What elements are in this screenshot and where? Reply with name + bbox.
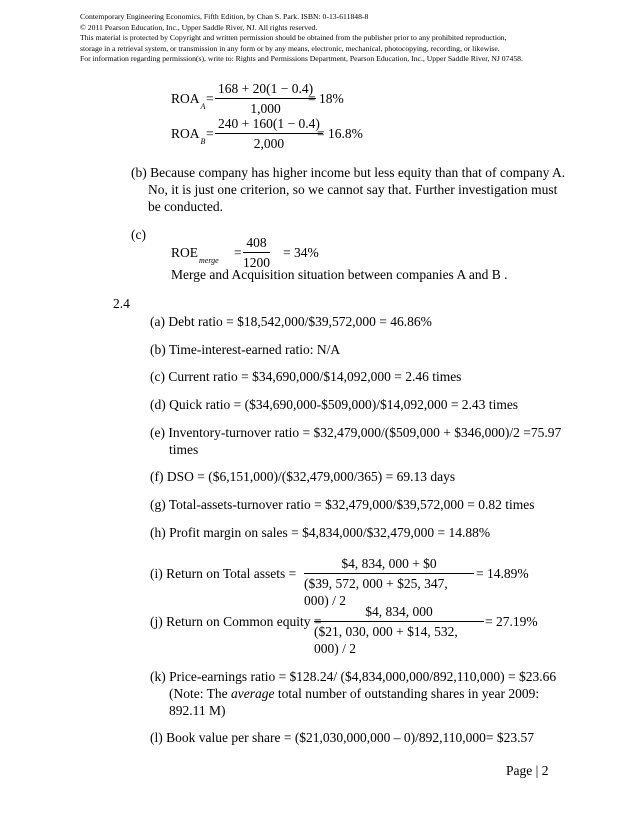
roe-numerator: 408 bbox=[243, 234, 269, 253]
item-e: (e) Inventory-turnover ratio = $32,479,000/($509,000 + $346,000)/2 =75.97 bbox=[150, 425, 562, 440]
part-b-line: be conducted. bbox=[148, 199, 223, 214]
item-l: (l) Book value per share = ($21,030,000,000 – 0)/892,110,000= $23.57 bbox=[150, 730, 535, 745]
roa-a-numerator: 168 + 20(1 − 0.4) bbox=[215, 80, 316, 99]
roa-b-label: $ROA_B$ bbox=[171, 126, 206, 146]
problem-number: 2.4 bbox=[113, 296, 130, 311]
item-k-note: (Note: The average total number of outstanding shares in year 2009: bbox=[169, 686, 540, 701]
header-line: storage in a retrieval system, or transmission in any form or by any means, electronic, mechanical, photocopying, recording, or likewise. bbox=[80, 43, 500, 53]
item-j-denominator: ($21, 030, 000 + $14, 532, 000) / 2 bbox=[314, 624, 458, 656]
part-b-line: No, it is just one criterion, so we cannot say that. Further investigation must bbox=[148, 182, 558, 197]
copyright-header bbox=[80, 12, 560, 65]
item-j-fraction bbox=[314, 603, 484, 657]
item-h: (h) Profit margin on sales = $4,834,000/$32,479,000 = 14.88% bbox=[150, 525, 491, 540]
item-g: (g) Total-assets-turnover ratio = $32,479,000/$39,572,000 = 0.82 times bbox=[150, 497, 535, 512]
roe-equals: = bbox=[234, 245, 242, 260]
roa-a-fraction bbox=[215, 80, 316, 117]
item-j-numerator: $4, 834, 000 bbox=[314, 603, 484, 622]
roa-a-result: = 18% bbox=[308, 91, 344, 106]
header-line: © 2011 Pearson Education, Inc., Upper Saddle River, NJ. All rights reserved. bbox=[80, 22, 318, 32]
roa-a-label: $ROA_A$ bbox=[171, 91, 206, 111]
part-b-line: (b) Because company has higher income but less equity than that of company A. bbox=[131, 165, 566, 180]
roa-a-denominator: 1,000 bbox=[250, 101, 281, 116]
roa-b-fraction bbox=[215, 115, 323, 152]
item-d: (d) Quick ratio = ($34,690,000-$509,000)/$14,092,000 = 2.43 times bbox=[150, 397, 519, 412]
roa-b-result: = 16.8% bbox=[317, 126, 363, 141]
header-line: For information regarding permission(s), write to: Rights and Permissions Department, Pearson Education, Inc., Upper Saddle River, NJ 07458. bbox=[80, 54, 523, 64]
item-i-fraction bbox=[304, 555, 474, 609]
roa-b-numerator: 240 + 160(1 − 0.4) bbox=[215, 115, 323, 134]
item-i-numerator: $4, 834, 000 + $0 bbox=[304, 555, 474, 574]
roe-denominator: 1200 bbox=[243, 255, 270, 270]
roe-merge-label: $ROE_{merge}$ bbox=[171, 245, 219, 265]
item-k: (k) Price-earnings ratio = $128.24/ ($4,834,000,000/892,110,000) = $23.66 bbox=[150, 669, 557, 684]
item-j-label: (j) Return on Common equity = bbox=[150, 614, 322, 629]
part-c-label: (c) bbox=[131, 227, 146, 242]
item-k-note-cont: 892.11 M) bbox=[169, 703, 226, 718]
item-i-result: = 14.89% bbox=[476, 566, 529, 581]
item-c: (c) Current ratio = $34,690,000/$14,092,000 = 2.46 times bbox=[150, 369, 462, 384]
roa-b-denominator: 2,000 bbox=[253, 136, 285, 151]
item-e-cont: times bbox=[169, 442, 199, 457]
header-line: This material is protected by Copyright and written permission should be obtained from the publisher prior to any prohibited reproduction, bbox=[80, 33, 507, 43]
page-number: Page | 2 bbox=[506, 763, 549, 778]
item-j-result: = 27.19% bbox=[485, 614, 538, 629]
merge-note: Merge and Acquisition situation between companies A and B . bbox=[171, 267, 508, 282]
header-line: Contemporary Engineering Economics, Fifth Edition, by Chan S. Park. ISBN: 0-13-611848-8 bbox=[80, 12, 369, 21]
roa-b-equals: = bbox=[206, 126, 214, 141]
item-i-denominator: ($39, 572, 000 + $25, 347, 000) / 2 bbox=[304, 576, 448, 608]
item-b: (b) Time-interest-earned ratio: N/A bbox=[150, 342, 341, 357]
item-a: (a) Debt ratio = $18,542,000/$39,572,000 = 46.86% bbox=[150, 314, 432, 329]
item-i-label: (i) Return on Total assets = bbox=[150, 566, 297, 581]
item-f: (f) DSO = ($6,151,000)/($32,479,000/365) = 69.13 days bbox=[150, 469, 456, 484]
roe-result: = 34% bbox=[283, 245, 319, 260]
roa-a-equals: = bbox=[206, 91, 214, 106]
